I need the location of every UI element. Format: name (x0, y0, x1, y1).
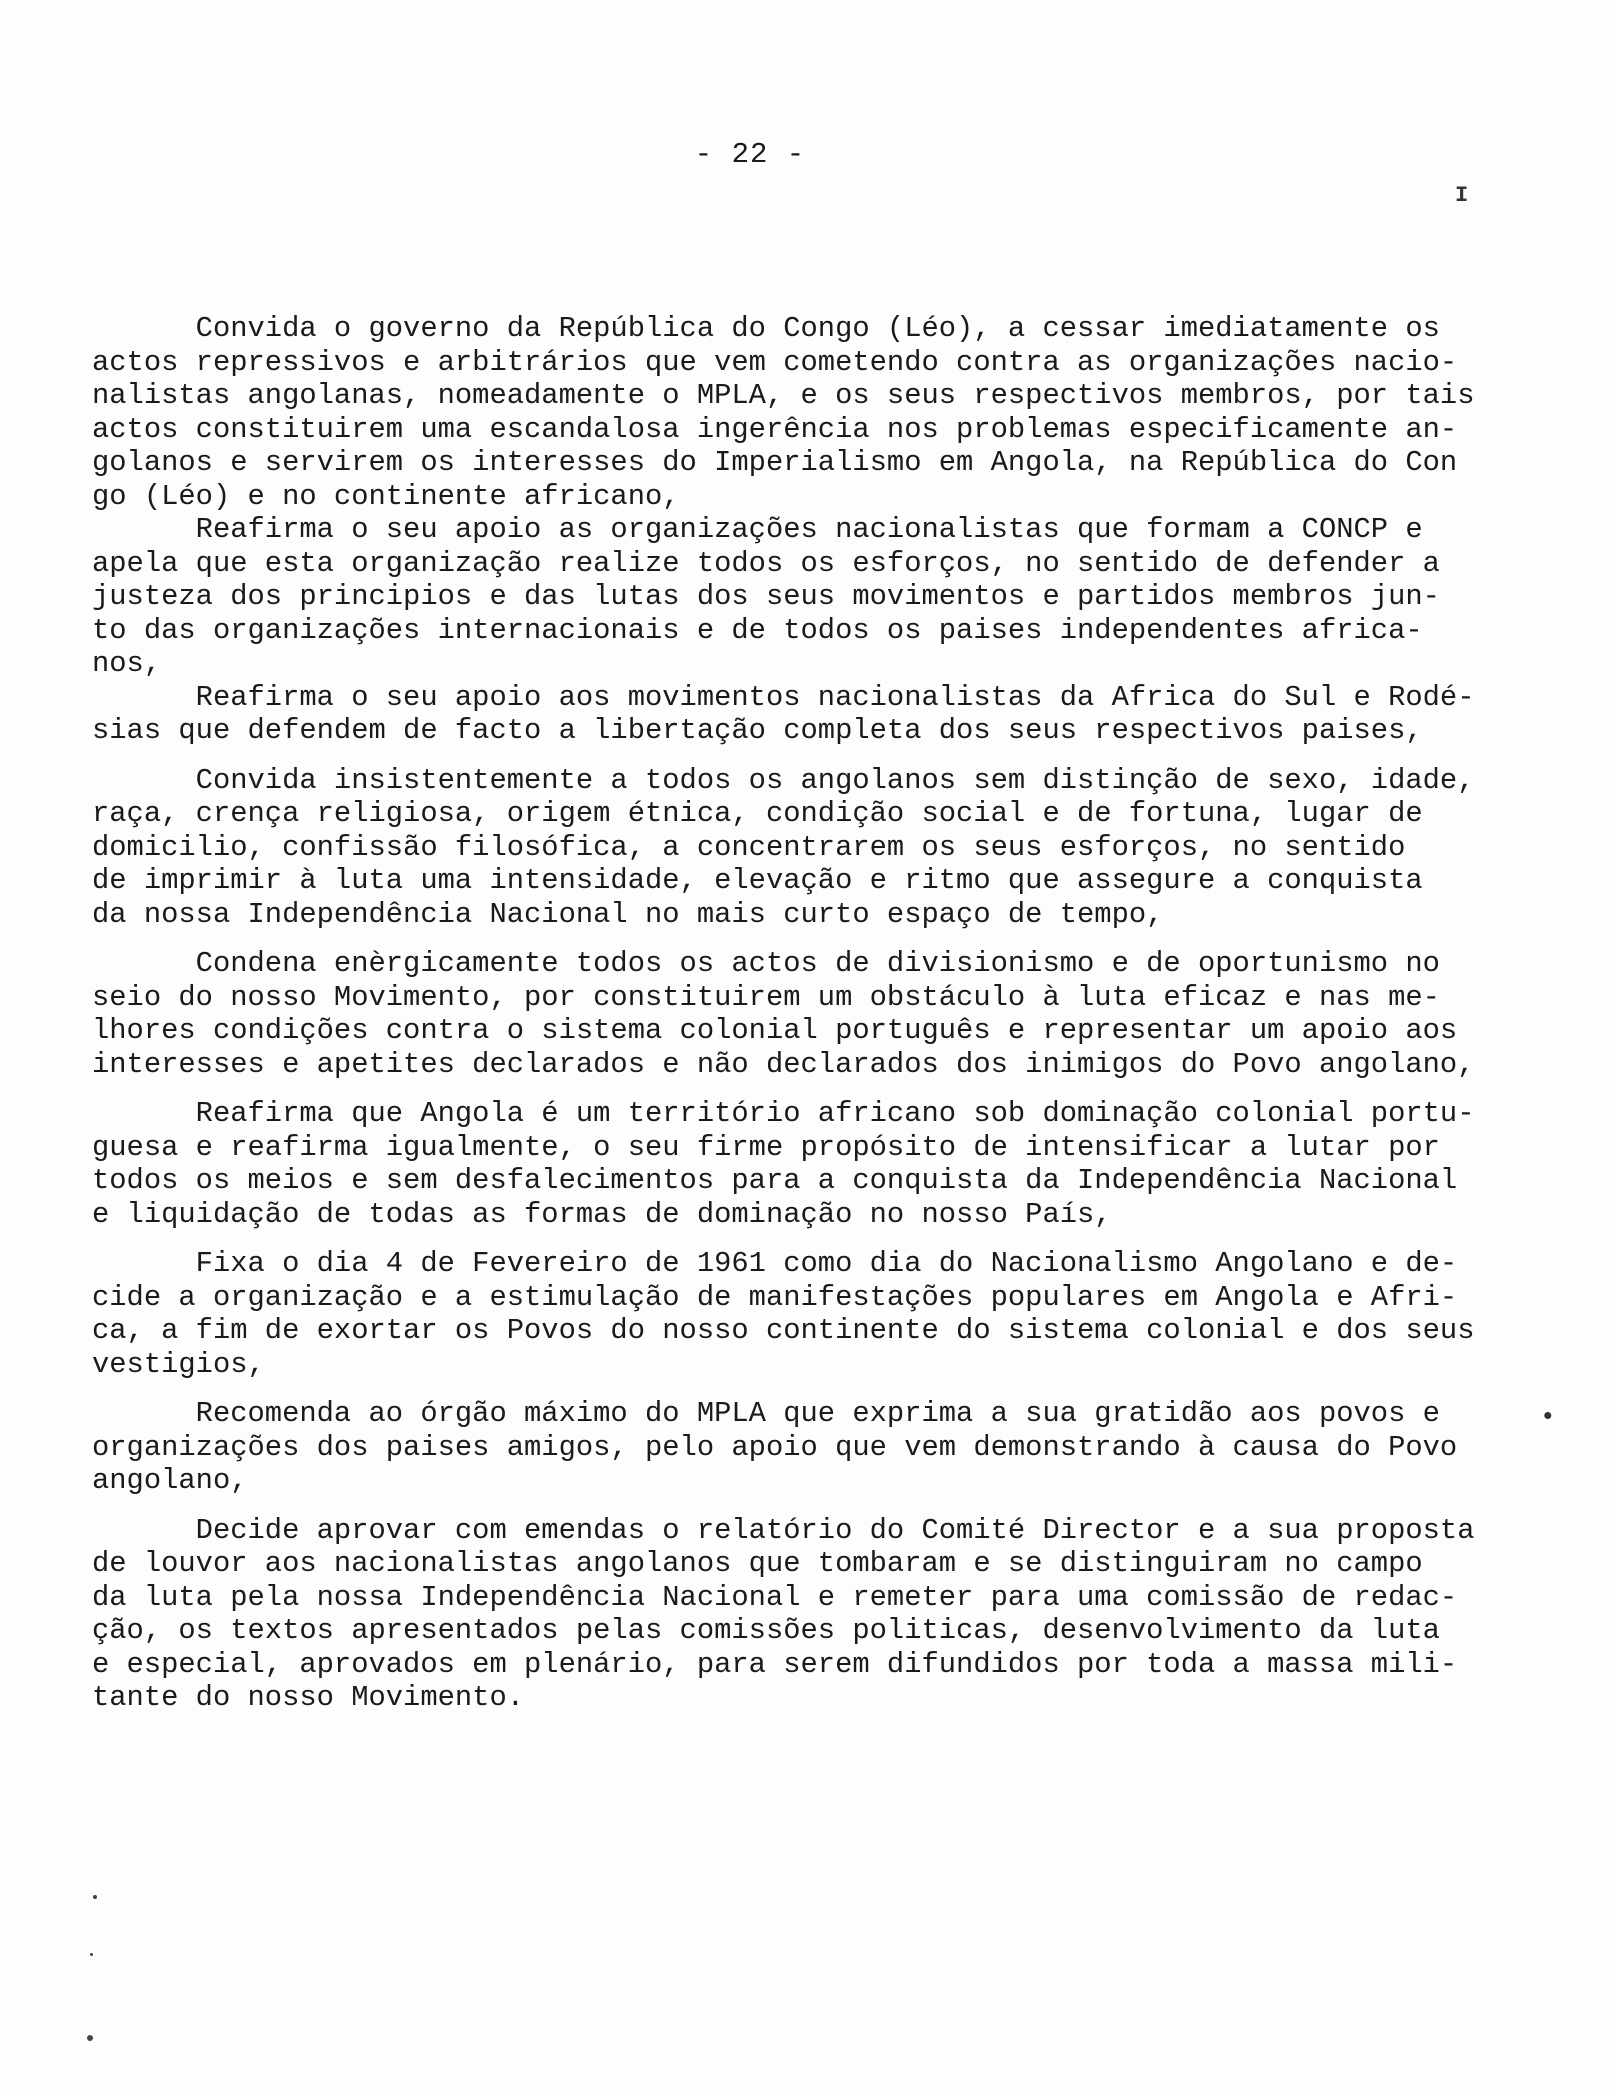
text-line: da nossa Independência Nacional no mais curto espaço de tempo, (92, 897, 1164, 931)
paragraph (92, 947, 1512, 1081)
text-line: golanos e servirem os interesses do Imperialismo em Angola, na República do Con (92, 446, 1458, 479)
paragraph (92, 764, 1512, 932)
page-number: - 22 - (694, 138, 806, 171)
text-line: de imprimir à luta uma intensidade, elevação e ritmo que assegure a conquista (92, 864, 1423, 897)
text-line: guesa e reafirma igualmente, o seu firme propósito de intensificar a lutar por (92, 1130, 1440, 1164)
text-line: tante do nosso Movimento. (92, 1681, 525, 1714)
paragraph-gap (92, 1381, 1512, 1397)
scan-speck (87, 2035, 93, 2041)
text-line: actos repressivos e arbitrários que vem cometendo contra as organizações nacio- (92, 345, 1458, 379)
paragraph (92, 1397, 1512, 1498)
text-line: Decide aprovar com emendas o relatório do Comité Director e a sua proposta (92, 1513, 1475, 1547)
text-line: sias que defendem de facto a libertação completa dos seus respectivos paises, (92, 714, 1423, 747)
text-line: raça, crença religiosa, origem étnica, condição social e de fortuna, lugar de (92, 797, 1423, 830)
text-line: apela que esta organização realize todos os esforços, no sentido de defender a (92, 546, 1440, 580)
paragraph-gap (92, 1231, 1512, 1247)
right-margin-bullet-mark: • (1540, 1402, 1556, 1432)
text-line: Convida insistentemente a todos os angolanos sem distinção de sexo, idade, (92, 763, 1475, 797)
text-line: interesses e apetites declarados e não declarados dos inimigos do Povo angolano, (92, 1047, 1475, 1081)
text-line: ção, os textos apresentados pelas comissões politicas, desenvolvimento da luta (92, 1614, 1440, 1647)
text-line: todos os meios e sem desfalecimentos para a conquista da Independência Nacional (92, 1164, 1458, 1197)
text-line: Reafirma o seu apoio aos movimentos nacionalistas da Africa do Sul e Rodé- (92, 680, 1475, 714)
text-line: seio do nosso Movimento, por constituirem um obstáculo à luta eficaz e nas me- (92, 980, 1440, 1014)
text-line: angolano, (92, 1464, 248, 1497)
text-line: e liquidação de todas as formas de dominação no nosso País, (92, 1197, 1112, 1231)
scan-speck (93, 1895, 97, 1899)
scan-speck (90, 1953, 93, 1956)
paragraph-gap (92, 931, 1512, 947)
text-line: Condena enèrgicamente todos os actos de divisionismo e de oportunismo no (92, 947, 1440, 980)
paragraph (92, 513, 1512, 681)
paragraph (92, 312, 1512, 513)
text-line: organizações dos paises amigos, pelo apoio que vem demonstrando à causa do Povo (92, 1430, 1458, 1464)
paragraph (92, 1247, 1512, 1381)
text-line: ca, a fim de exortar os Povos do nosso continente do sistema colonial e dos seus (92, 1314, 1475, 1347)
text-line: to das organizações internacionais e de todos os paises independentes africa- (92, 613, 1423, 647)
text-line: Convida o governo da República do Congo (Léo), a cessar imediatamente os (92, 312, 1440, 345)
top-right-margin-mark: I (1455, 183, 1469, 208)
text-line: e especial, aprovados em plenário, para serem difundidos por toda a massa mili- (92, 1647, 1458, 1681)
text-line: cide a organização e a estimulação de manifestações populares em Angola e Afri- (92, 1280, 1458, 1314)
text-line: de louvor aos nacionalistas angolanos que tombaram e se distinguiram no campo (92, 1547, 1423, 1580)
text-line: nos, (92, 647, 162, 680)
text-line: domicilio, confissão filosófica, a concentrarem os seus esforços, no sentido (92, 830, 1406, 864)
paragraph (92, 681, 1512, 748)
text-line: da luta pela nossa Independência Nacional e remeter para uma comissão de redac- (92, 1580, 1458, 1614)
text-line: actos constituirem uma escandalosa ingerência nos problemas especificamente an- (92, 412, 1458, 446)
text-line: vestigios, (92, 1347, 265, 1381)
paragraph-gap (92, 1081, 1512, 1097)
text-line: nalistas angolanas, nomeadamente o MPLA, e os seus respectivos membros, por tais (92, 379, 1475, 412)
paragraph-gap (92, 748, 1512, 764)
text-line: Recomenda ao órgão máximo do MPLA que exprima a sua gratidão aos povos e (92, 1397, 1440, 1430)
text-line: Fixa o dia 4 de Fevereiro de 1961 como dia do Nacionalismo Angolano e de- (92, 1247, 1458, 1280)
text-line: justeza dos principios e das lutas dos seus movimentos e partidos membros jun- (92, 580, 1440, 613)
text-line: go (Léo) e no continente africano, (92, 479, 680, 513)
paragraph-gap (92, 1498, 1512, 1514)
text-line: Reafirma que Angola é um território africano sob dominação colonial portu- (92, 1097, 1475, 1130)
text-line: lhores condições contra o sistema colonial português e representar um apoio aos (92, 1014, 1458, 1047)
paragraph (92, 1514, 1512, 1715)
paragraph (92, 1097, 1512, 1231)
document-body (92, 312, 1512, 1715)
text-line: Reafirma o seu apoio as organizações nacionalistas que formam a CONCP e (92, 513, 1423, 546)
